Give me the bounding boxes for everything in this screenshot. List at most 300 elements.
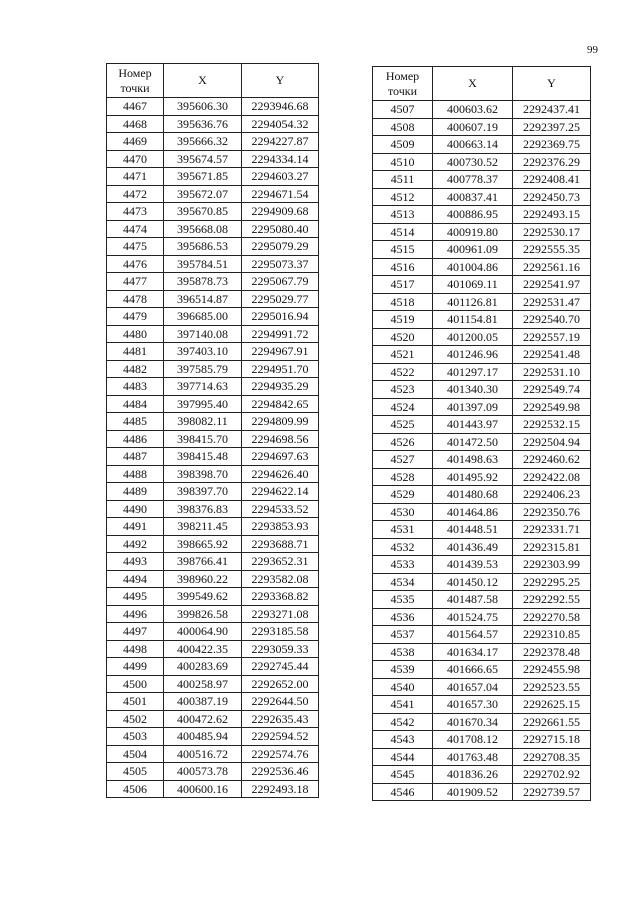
point-number-cell: 4498 <box>107 640 164 658</box>
point-number-cell: 4522 <box>373 363 433 381</box>
y-coordinate-cell: 2294967.91 <box>242 343 319 361</box>
point-number-cell: 4535 <box>373 591 433 609</box>
x-coordinate-cell: 396514.87 <box>164 290 242 308</box>
table-row <box>373 188 591 206</box>
point-number-cell: 4471 <box>107 168 164 186</box>
y-coordinate-cell: 2292532.15 <box>513 416 591 434</box>
y-coordinate-cell: 2292310.85 <box>513 626 591 644</box>
y-coordinate-cell: 2292531.10 <box>513 363 591 381</box>
y-coordinate-cell: 2292530.17 <box>513 223 591 241</box>
y-coordinate-cell: 2292644.50 <box>242 693 319 711</box>
table-row <box>373 153 591 171</box>
y-coordinate-cell: 2292549.98 <box>513 398 591 416</box>
point-number-cell: 4492 <box>107 535 164 553</box>
y-coordinate-cell: 2293059.33 <box>242 640 319 658</box>
table-row <box>107 465 319 483</box>
coordinates-table-right <box>372 66 591 801</box>
x-coordinate-cell: 397585.79 <box>164 360 242 378</box>
point-number-cell: 4534 <box>373 573 433 591</box>
point-number-cell: 4472 <box>107 185 164 203</box>
x-coordinate-cell: 398960.22 <box>164 570 242 588</box>
x-coordinate-cell: 395686.53 <box>164 238 242 256</box>
x-coordinate-cell: 401670.34 <box>433 713 513 731</box>
y-coordinate-cell: 2295080.40 <box>242 220 319 238</box>
table-row <box>373 258 591 276</box>
point-number-cell: 4542 <box>373 713 433 731</box>
x-coordinate-cell: 400607.19 <box>433 118 513 136</box>
y-coordinate-cell: 2292715.18 <box>513 731 591 749</box>
y-coordinate-cell: 2292331.71 <box>513 521 591 539</box>
table-header-row <box>373 67 591 101</box>
header-x: X <box>433 67 513 101</box>
table-row <box>373 171 591 189</box>
table-row <box>373 556 591 574</box>
point-number-cell: 4511 <box>373 171 433 189</box>
x-coordinate-cell: 401200.05 <box>433 328 513 346</box>
point-number-cell: 4517 <box>373 276 433 294</box>
x-coordinate-cell: 401126.81 <box>433 293 513 311</box>
x-coordinate-cell: 400258.97 <box>164 675 242 693</box>
y-coordinate-cell: 2295029.77 <box>242 290 319 308</box>
y-coordinate-cell: 2292350.76 <box>513 503 591 521</box>
table-row <box>107 728 319 746</box>
x-coordinate-cell: 397140.08 <box>164 325 242 343</box>
point-number-cell: 4467 <box>107 98 164 116</box>
table-row <box>107 693 319 711</box>
table-row <box>107 640 319 658</box>
point-number-cell: 4530 <box>373 503 433 521</box>
table-row <box>107 605 319 623</box>
table-row <box>373 136 591 154</box>
point-number-cell: 4533 <box>373 556 433 574</box>
point-number-cell: 4490 <box>107 500 164 518</box>
x-coordinate-cell: 401487.58 <box>433 591 513 609</box>
table-row <box>107 553 319 571</box>
y-coordinate-cell: 2294951.70 <box>242 360 319 378</box>
x-coordinate-cell: 401154.81 <box>433 311 513 329</box>
point-number-cell: 4531 <box>373 521 433 539</box>
y-coordinate-cell: 2292315.81 <box>513 538 591 556</box>
x-coordinate-cell: 395878.73 <box>164 273 242 291</box>
x-coordinate-cell: 400283.69 <box>164 658 242 676</box>
x-coordinate-cell: 395668.08 <box>164 220 242 238</box>
y-coordinate-cell: 2292702.92 <box>513 766 591 784</box>
x-coordinate-cell: 401464.86 <box>433 503 513 521</box>
table-row <box>373 521 591 539</box>
x-coordinate-cell: 401657.30 <box>433 696 513 714</box>
x-coordinate-cell: 395671.85 <box>164 168 242 186</box>
x-coordinate-cell: 400730.52 <box>433 153 513 171</box>
header-x: X <box>164 64 242 98</box>
page-number: 99 <box>587 44 598 56</box>
point-number-cell: 4509 <box>373 136 433 154</box>
y-coordinate-cell: 2294603.27 <box>242 168 319 186</box>
point-number-cell: 4518 <box>373 293 433 311</box>
point-number-cell: 4488 <box>107 465 164 483</box>
y-coordinate-cell: 2292437.41 <box>513 101 591 119</box>
x-coordinate-cell: 401439.53 <box>433 556 513 574</box>
table-row <box>373 608 591 626</box>
table-row <box>373 276 591 294</box>
y-coordinate-cell: 2292376.29 <box>513 153 591 171</box>
table-row <box>373 101 591 119</box>
x-coordinate-cell: 398665.92 <box>164 535 242 553</box>
y-coordinate-cell: 2294935.29 <box>242 378 319 396</box>
y-coordinate-cell: 2293271.08 <box>242 605 319 623</box>
x-coordinate-cell: 401297.17 <box>433 363 513 381</box>
y-coordinate-cell: 2292369.75 <box>513 136 591 154</box>
x-coordinate-cell: 395666.32 <box>164 133 242 151</box>
x-coordinate-cell: 395784.51 <box>164 255 242 273</box>
x-coordinate-cell: 396685.00 <box>164 308 242 326</box>
point-number-cell: 4527 <box>373 451 433 469</box>
x-coordinate-cell: 401634.17 <box>433 643 513 661</box>
y-coordinate-cell: 2294626.40 <box>242 465 319 483</box>
point-number-cell: 4468 <box>107 115 164 133</box>
x-coordinate-cell: 401564.57 <box>433 626 513 644</box>
x-coordinate-cell: 395636.76 <box>164 115 242 133</box>
point-number-cell: 4481 <box>107 343 164 361</box>
y-coordinate-cell: 2294909.68 <box>242 203 319 221</box>
point-number-cell: 4506 <box>107 780 164 798</box>
table-row <box>107 448 319 466</box>
table-row <box>373 573 591 591</box>
x-coordinate-cell: 397995.40 <box>164 395 242 413</box>
point-number-cell: 4546 <box>373 783 433 801</box>
y-coordinate-cell: 2292536.46 <box>242 763 319 781</box>
table-row <box>107 308 319 326</box>
point-number-cell: 4480 <box>107 325 164 343</box>
x-coordinate-cell: 401708.12 <box>433 731 513 749</box>
y-coordinate-cell: 2292295.25 <box>513 573 591 591</box>
y-coordinate-cell: 2292460.62 <box>513 451 591 469</box>
y-coordinate-cell: 2292408.41 <box>513 171 591 189</box>
x-coordinate-cell: 401436.49 <box>433 538 513 556</box>
y-coordinate-cell: 2293652.31 <box>242 553 319 571</box>
y-coordinate-cell: 2294622.14 <box>242 483 319 501</box>
point-number-cell: 4487 <box>107 448 164 466</box>
header-point-number: Номер точки <box>107 64 164 98</box>
point-number-cell: 4483 <box>107 378 164 396</box>
table-row <box>373 731 591 749</box>
x-coordinate-cell: 395670.85 <box>164 203 242 221</box>
table-row <box>107 273 319 291</box>
table-row <box>107 395 319 413</box>
table-row <box>373 696 591 714</box>
x-coordinate-cell: 395674.57 <box>164 150 242 168</box>
point-number-cell: 4470 <box>107 150 164 168</box>
y-coordinate-cell: 2292406.23 <box>513 486 591 504</box>
x-coordinate-cell: 400422.35 <box>164 640 242 658</box>
y-coordinate-cell: 2294697.63 <box>242 448 319 466</box>
table-row <box>373 678 591 696</box>
y-coordinate-cell: 2292531.47 <box>513 293 591 311</box>
point-number-cell: 4540 <box>373 678 433 696</box>
table-row <box>373 451 591 469</box>
y-coordinate-cell: 2292378.48 <box>513 643 591 661</box>
table-row <box>373 416 591 434</box>
table-row <box>107 150 319 168</box>
y-coordinate-cell: 2295016.94 <box>242 308 319 326</box>
point-number-cell: 4508 <box>373 118 433 136</box>
table-row <box>107 343 319 361</box>
point-number-cell: 4482 <box>107 360 164 378</box>
table-row <box>373 346 591 364</box>
y-coordinate-cell: 2294533.52 <box>242 500 319 518</box>
y-coordinate-cell: 2292739.57 <box>513 783 591 801</box>
point-number-cell: 4526 <box>373 433 433 451</box>
table-row <box>373 538 591 556</box>
x-coordinate-cell: 400064.90 <box>164 623 242 641</box>
point-number-cell: 4541 <box>373 696 433 714</box>
x-coordinate-cell: 401524.75 <box>433 608 513 626</box>
x-coordinate-cell: 397714.63 <box>164 378 242 396</box>
point-number-cell: 4473 <box>107 203 164 221</box>
table-row <box>373 766 591 784</box>
table-row <box>107 763 319 781</box>
x-coordinate-cell: 401909.52 <box>433 783 513 801</box>
y-coordinate-cell: 2292493.18 <box>242 780 319 798</box>
table-row <box>373 626 591 644</box>
table-row <box>107 98 319 116</box>
point-number-cell: 4516 <box>373 258 433 276</box>
table-row <box>373 748 591 766</box>
point-number-cell: 4515 <box>373 241 433 259</box>
y-coordinate-cell: 2292504.94 <box>513 433 591 451</box>
point-number-cell: 4503 <box>107 728 164 746</box>
x-coordinate-cell: 400573.78 <box>164 763 242 781</box>
point-number-cell: 4505 <box>107 763 164 781</box>
x-coordinate-cell: 400516.72 <box>164 745 242 763</box>
x-coordinate-cell: 398397.70 <box>164 483 242 501</box>
x-coordinate-cell: 401480.68 <box>433 486 513 504</box>
y-coordinate-cell: 2293582.08 <box>242 570 319 588</box>
x-coordinate-cell: 401450.12 <box>433 573 513 591</box>
point-number-cell: 4478 <box>107 290 164 308</box>
point-number-cell: 4525 <box>373 416 433 434</box>
x-coordinate-cell: 400961.09 <box>433 241 513 259</box>
table-row <box>107 745 319 763</box>
table-row <box>373 311 591 329</box>
x-coordinate-cell: 398766.41 <box>164 553 242 571</box>
point-number-cell: 4502 <box>107 710 164 728</box>
point-number-cell: 4500 <box>107 675 164 693</box>
table-row <box>107 290 319 308</box>
point-number-cell: 4544 <box>373 748 433 766</box>
x-coordinate-cell: 398415.70 <box>164 430 242 448</box>
table-row <box>373 328 591 346</box>
coordinates-table-left <box>106 63 319 798</box>
x-coordinate-cell: 400837.41 <box>433 188 513 206</box>
table-row <box>107 220 319 238</box>
table-row <box>107 518 319 536</box>
y-coordinate-cell: 2292661.55 <box>513 713 591 731</box>
point-number-cell: 4469 <box>107 133 164 151</box>
y-coordinate-cell: 2292541.48 <box>513 346 591 364</box>
y-coordinate-cell: 2292450.73 <box>513 188 591 206</box>
x-coordinate-cell: 400886.95 <box>433 206 513 224</box>
x-coordinate-cell: 398376.83 <box>164 500 242 518</box>
y-coordinate-cell: 2292493.15 <box>513 206 591 224</box>
table-row <box>373 206 591 224</box>
point-number-cell: 4475 <box>107 238 164 256</box>
table-row <box>373 591 591 609</box>
y-coordinate-cell: 2292625.15 <box>513 696 591 714</box>
table-row <box>107 623 319 641</box>
x-coordinate-cell: 398415.48 <box>164 448 242 466</box>
table-row <box>107 588 319 606</box>
y-coordinate-cell: 2292549.74 <box>513 381 591 399</box>
y-coordinate-cell: 2294334.14 <box>242 150 319 168</box>
table-row <box>107 238 319 256</box>
y-coordinate-cell: 2295067.79 <box>242 273 319 291</box>
point-number-cell: 4484 <box>107 395 164 413</box>
point-number-cell: 4486 <box>107 430 164 448</box>
x-coordinate-cell: 395606.30 <box>164 98 242 116</box>
table-row <box>107 780 319 798</box>
y-coordinate-cell: 2292555.35 <box>513 241 591 259</box>
point-number-cell: 4545 <box>373 766 433 784</box>
y-coordinate-cell: 2292635.43 <box>242 710 319 728</box>
y-coordinate-cell: 2292557.19 <box>513 328 591 346</box>
y-coordinate-cell: 2292270.58 <box>513 608 591 626</box>
y-coordinate-cell: 2295073.37 <box>242 255 319 273</box>
x-coordinate-cell: 401666.65 <box>433 661 513 679</box>
table-row <box>107 325 319 343</box>
table-row <box>373 713 591 731</box>
x-coordinate-cell: 398398.70 <box>164 465 242 483</box>
table-row <box>107 500 319 518</box>
table-row <box>373 363 591 381</box>
point-number-cell: 4529 <box>373 486 433 504</box>
table-row <box>373 468 591 486</box>
x-coordinate-cell: 400778.37 <box>433 171 513 189</box>
point-number-cell: 4537 <box>373 626 433 644</box>
x-coordinate-cell: 400600.16 <box>164 780 242 798</box>
point-number-cell: 4520 <box>373 328 433 346</box>
table-row <box>373 223 591 241</box>
point-number-cell: 4532 <box>373 538 433 556</box>
table-row <box>107 378 319 396</box>
table-row <box>373 783 591 801</box>
x-coordinate-cell: 401836.26 <box>433 766 513 784</box>
y-coordinate-cell: 2292422.08 <box>513 468 591 486</box>
point-number-cell: 4507 <box>373 101 433 119</box>
x-coordinate-cell: 401340.30 <box>433 381 513 399</box>
header-y: Y <box>513 67 591 101</box>
x-coordinate-cell: 401246.96 <box>433 346 513 364</box>
x-coordinate-cell: 401004.86 <box>433 258 513 276</box>
table-row <box>373 661 591 679</box>
point-number-cell: 4539 <box>373 661 433 679</box>
point-number-cell: 4491 <box>107 518 164 536</box>
point-number-cell: 4494 <box>107 570 164 588</box>
point-number-cell: 4501 <box>107 693 164 711</box>
x-coordinate-cell: 399549.62 <box>164 588 242 606</box>
header-y: Y <box>242 64 319 98</box>
table-row <box>373 381 591 399</box>
y-coordinate-cell: 2292652.00 <box>242 675 319 693</box>
y-coordinate-cell: 2294671.54 <box>242 185 319 203</box>
point-number-cell: 4510 <box>373 153 433 171</box>
y-coordinate-cell: 2292541.97 <box>513 276 591 294</box>
table-row <box>373 398 591 416</box>
point-number-cell: 4523 <box>373 381 433 399</box>
table-row <box>107 413 319 431</box>
x-coordinate-cell: 400663.14 <box>433 136 513 154</box>
y-coordinate-cell: 2292303.99 <box>513 556 591 574</box>
table-row <box>107 430 319 448</box>
point-number-cell: 4513 <box>373 206 433 224</box>
table-row <box>107 133 319 151</box>
point-number-cell: 4485 <box>107 413 164 431</box>
x-coordinate-cell: 401472.50 <box>433 433 513 451</box>
x-coordinate-cell: 401443.97 <box>433 416 513 434</box>
table-row <box>107 185 319 203</box>
point-number-cell: 4474 <box>107 220 164 238</box>
table-row <box>107 570 319 588</box>
y-coordinate-cell: 2294991.72 <box>242 325 319 343</box>
y-coordinate-cell: 2293853.93 <box>242 518 319 536</box>
x-coordinate-cell: 400603.62 <box>433 101 513 119</box>
y-coordinate-cell: 2292455.98 <box>513 661 591 679</box>
point-number-cell: 4496 <box>107 605 164 623</box>
table-row <box>373 241 591 259</box>
x-coordinate-cell: 397403.10 <box>164 343 242 361</box>
y-coordinate-cell: 2292397.25 <box>513 118 591 136</box>
y-coordinate-cell: 2293185.58 <box>242 623 319 641</box>
point-number-cell: 4521 <box>373 346 433 364</box>
table-row <box>107 710 319 728</box>
point-number-cell: 4543 <box>373 731 433 749</box>
y-coordinate-cell: 2293368.82 <box>242 588 319 606</box>
header-point-number: Номер точки <box>373 67 433 101</box>
x-coordinate-cell: 401498.63 <box>433 451 513 469</box>
y-coordinate-cell: 2294227.87 <box>242 133 319 151</box>
point-number-cell: 4504 <box>107 745 164 763</box>
y-coordinate-cell: 2292708.35 <box>513 748 591 766</box>
table-row <box>107 658 319 676</box>
x-coordinate-cell: 395672.07 <box>164 185 242 203</box>
table-row <box>373 503 591 521</box>
y-coordinate-cell: 2293946.68 <box>242 98 319 116</box>
table-row <box>373 643 591 661</box>
y-coordinate-cell: 2294842.65 <box>242 395 319 413</box>
table-row <box>107 255 319 273</box>
table-row <box>373 433 591 451</box>
point-number-cell: 4528 <box>373 468 433 486</box>
y-coordinate-cell: 2292745.44 <box>242 658 319 676</box>
table-row <box>107 675 319 693</box>
point-number-cell: 4524 <box>373 398 433 416</box>
y-coordinate-cell: 2292561.16 <box>513 258 591 276</box>
x-coordinate-cell: 400387.19 <box>164 693 242 711</box>
point-number-cell: 4536 <box>373 608 433 626</box>
table-row <box>107 203 319 221</box>
x-coordinate-cell: 401448.51 <box>433 521 513 539</box>
y-coordinate-cell: 2294698.56 <box>242 430 319 448</box>
point-number-cell: 4499 <box>107 658 164 676</box>
table-row <box>107 535 319 553</box>
point-number-cell: 4477 <box>107 273 164 291</box>
table-header-row <box>107 64 319 98</box>
table-row <box>107 483 319 501</box>
x-coordinate-cell: 398082.11 <box>164 413 242 431</box>
table-row <box>107 168 319 186</box>
x-coordinate-cell: 401069.11 <box>433 276 513 294</box>
x-coordinate-cell: 401657.04 <box>433 678 513 696</box>
point-number-cell: 4497 <box>107 623 164 641</box>
